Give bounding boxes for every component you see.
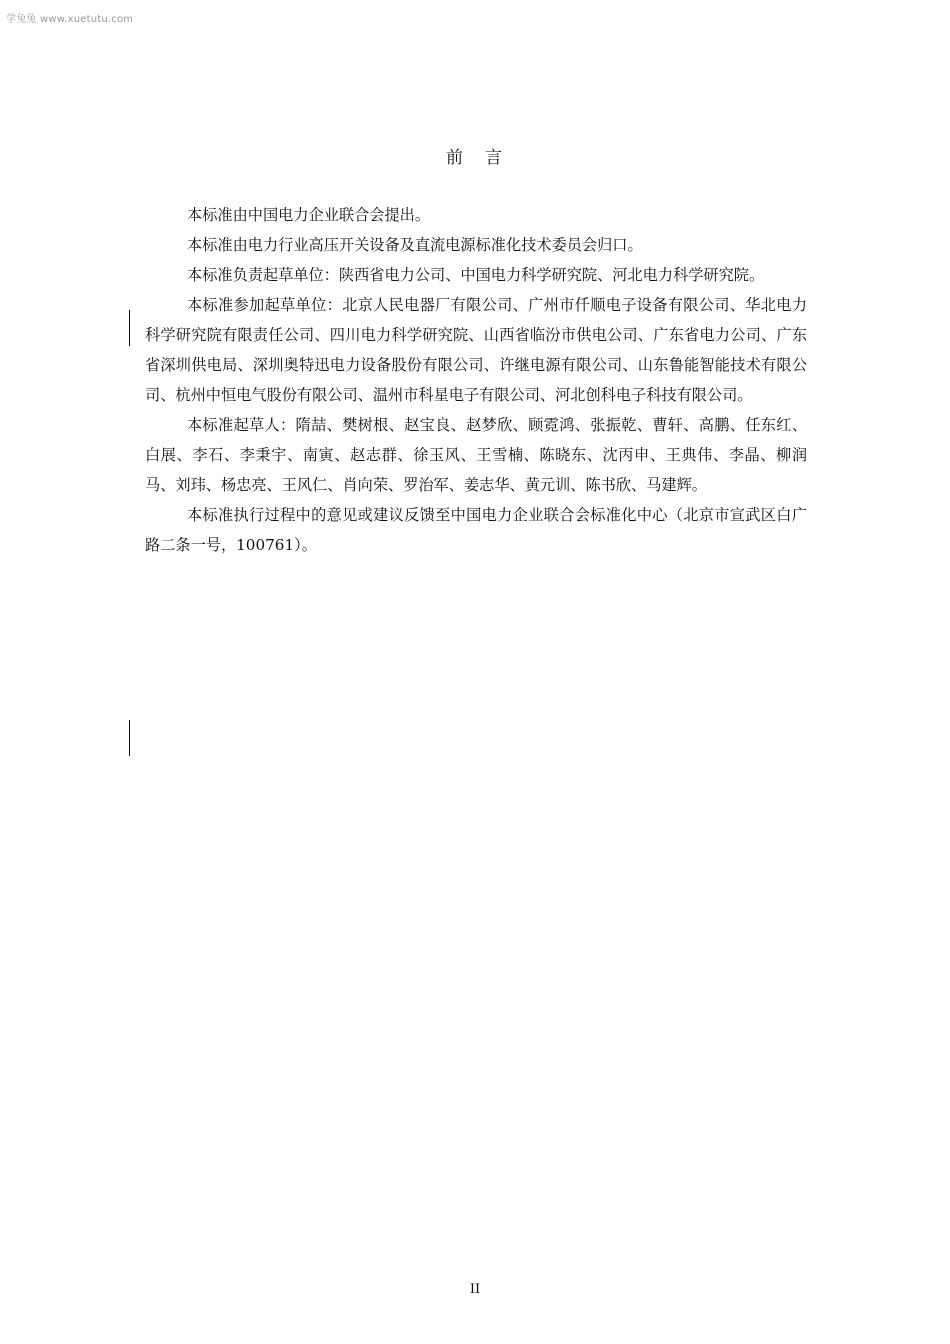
watermark: 学兔兔 www.xuetutu.com [6,14,134,25]
paragraph-proposer: 本标准由中国电力企业联合会提出。 [187,206,430,224]
paragraph-participating-drafters: 本标准参加起草单位：北京人民电器厂有限公司、广州市仟顺电子设备有限公司、华北电力科学研究院有限责任公司、四川电力科学研究院、山西省临汾市供电公司、广东省电力公司、广东省深圳供电局、深圳奥特迅电力设备股份有限公司、许继电源有限公司、山东鲁能智能技术有限公司、杭州中恒电气股份有限公司、温州市科星电子有限公司、河北创科电子科技有限公司。 [145,296,807,404]
paragraph-lead-drafters: 本标准负责起草单位：陕西省电力公司、中国电力科学研究院、河北电力科学研究院。 [187,266,765,284]
paragraph-feedback: 本标准执行过程中的意见或建议反馈至中国电力企业联合会标准化中心（北京市宣武区白广路二条一号，100761）。 [145,506,807,554]
title-char-1: 前 [446,148,465,168]
paragraph-drafters: 本标准起草人：隋喆、樊树根、赵宝良、赵梦欣、顾霓鸿、张振乾、曹轩、高鹏、任东红、白展、李石、李秉宇、南寅、赵志群、徐玉风、王雪楠、陈晓东、沈丙申、王典伟、李晶、柳润马、刘玮、杨忠亮、王风仁、肖向荣、罗治军、姜志华、黄元训、陈书欣、马建辉。 [145,416,807,494]
page-title [0,143,950,168]
paragraph-administrator: 本标准由电力行业高压开关设备及直流电源标准化技术委员会归口。 [187,236,643,254]
foreword-body [145,200,807,560]
page-number: II [469,1282,481,1297]
revision-bar-2 [129,720,130,756]
revision-bar-1 [129,310,130,346]
title-char-2: 言 [485,148,504,168]
